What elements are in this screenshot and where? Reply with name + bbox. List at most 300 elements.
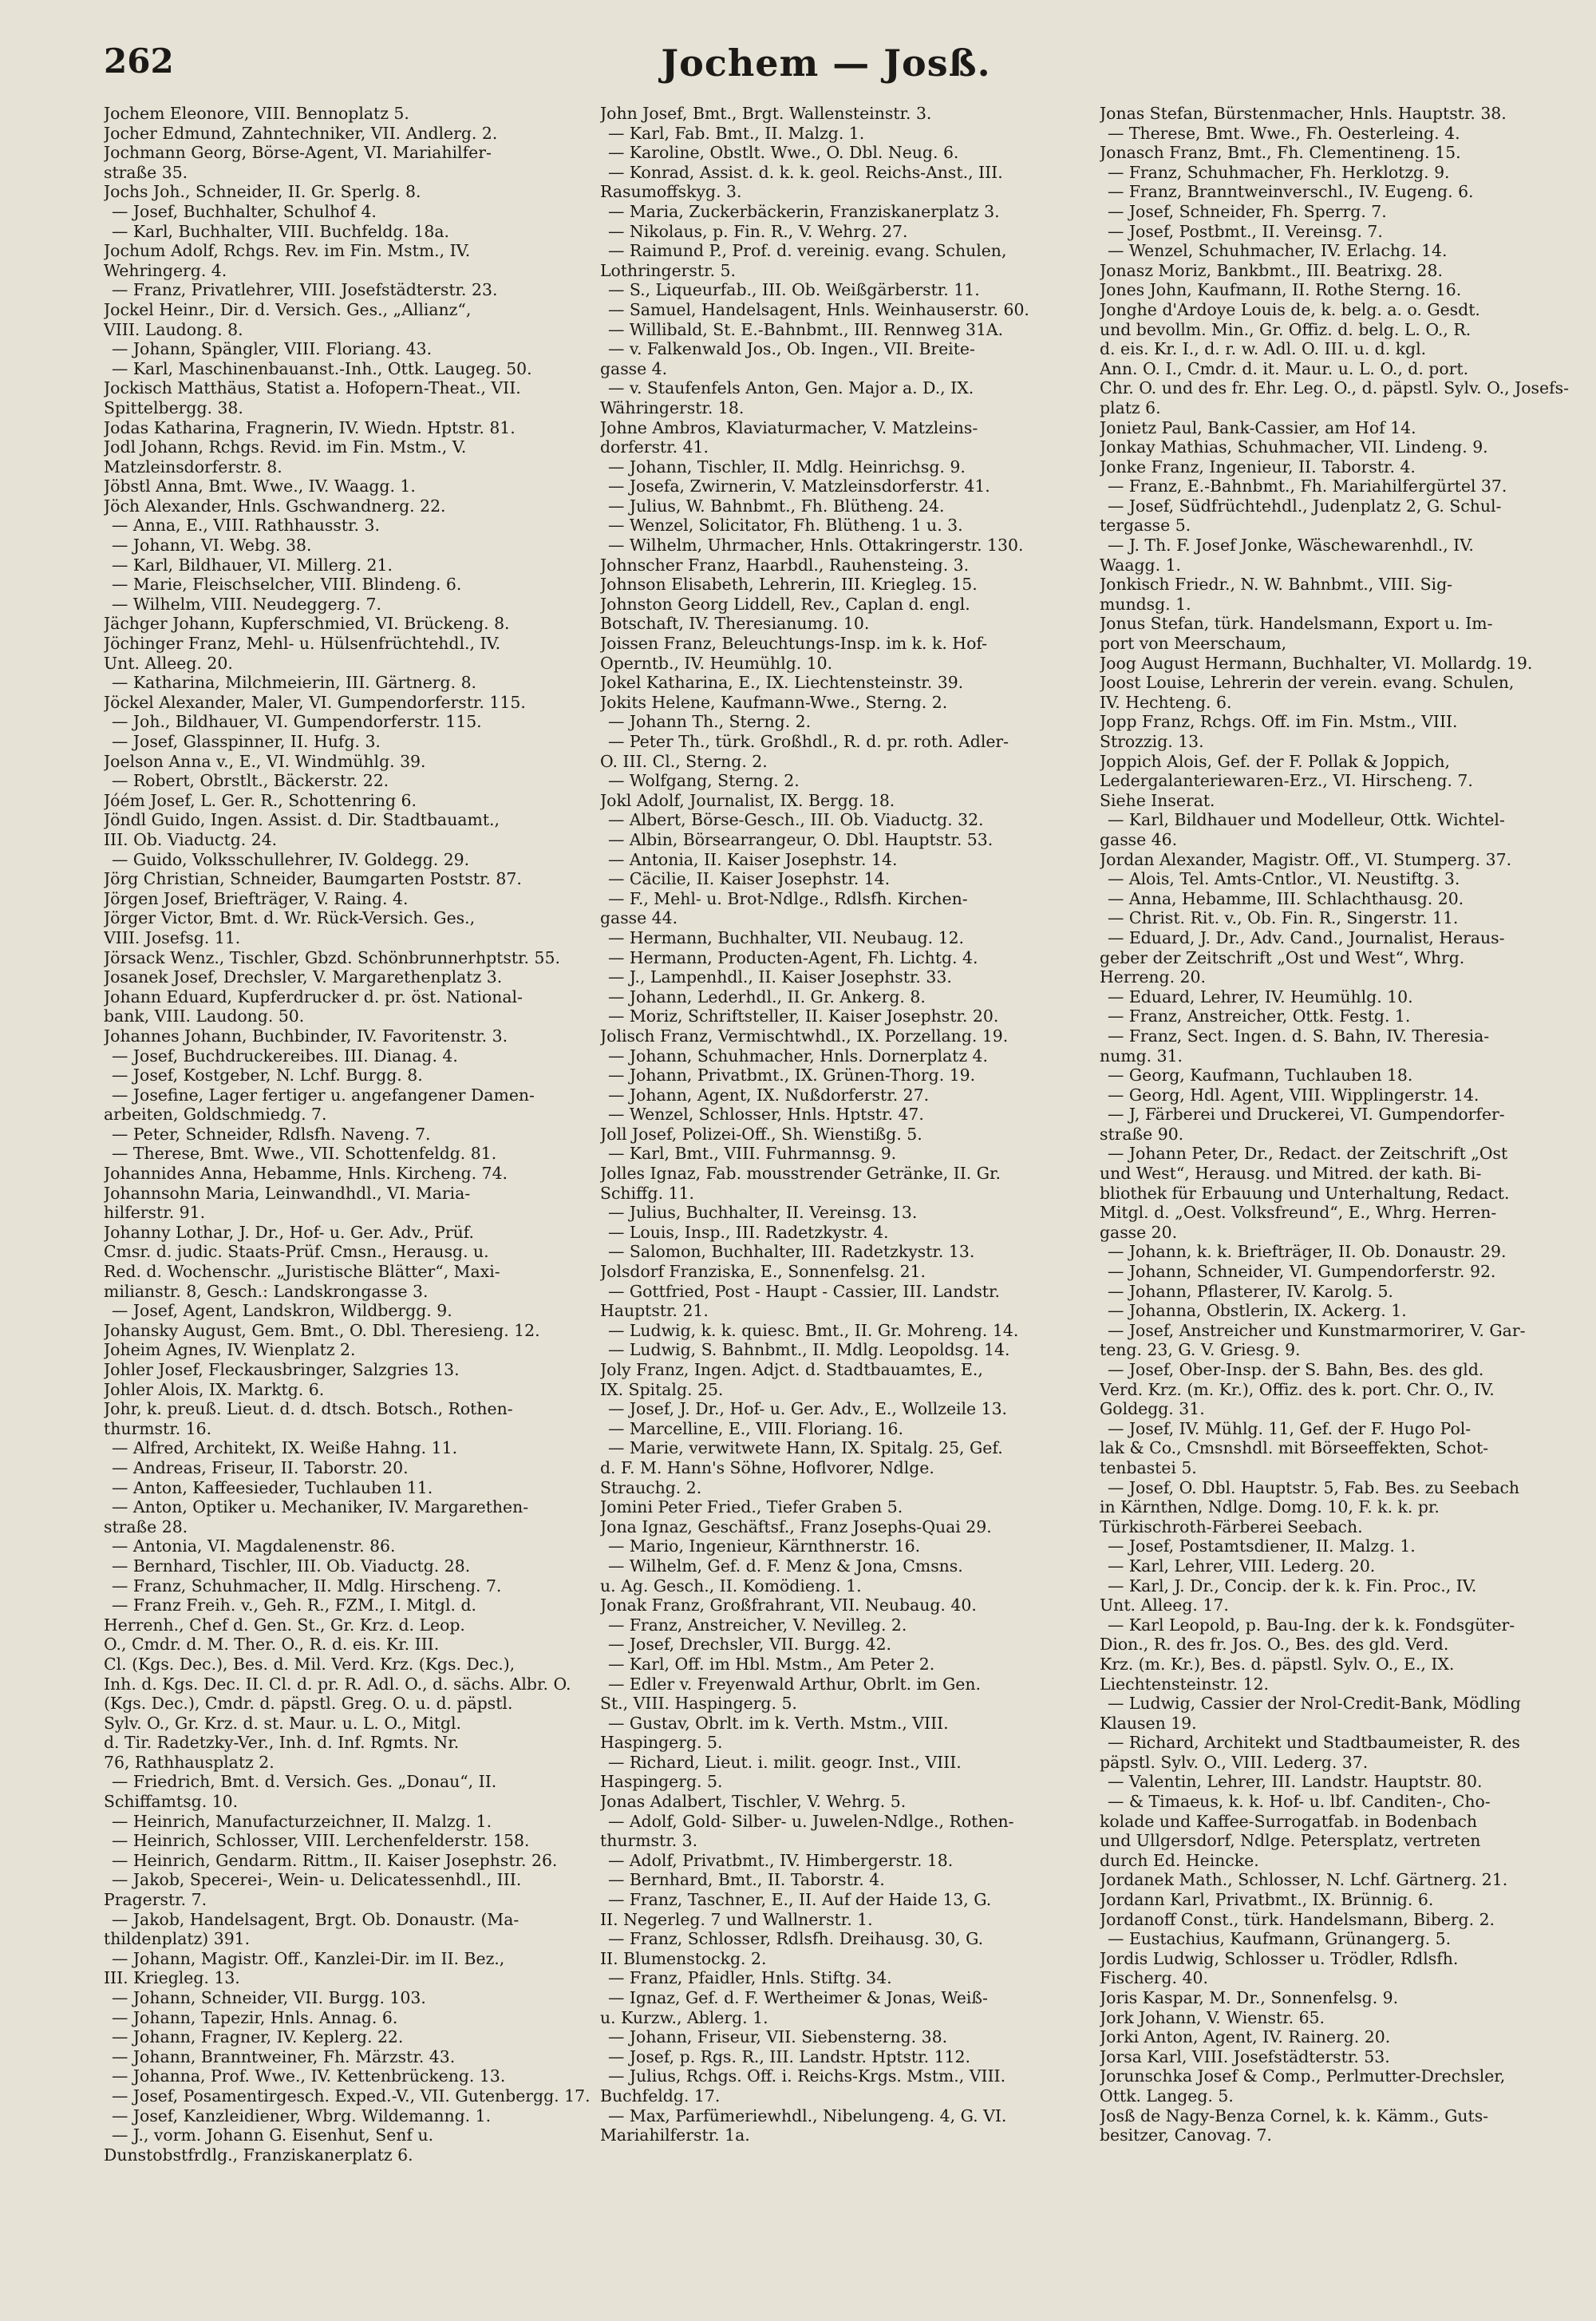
- directory-entry: Operntb., IV. Heumühlg. 10.: [600, 653, 833, 673]
- directory-entry: (Kgs. Dec.), Cmdr. d. päpstl. Greg. O. u. d. päpstl.: [104, 1694, 513, 1714]
- directory-entry: — Wilhelm, VIII. Neudeggerg. 7.: [112, 594, 381, 614]
- directory-entry: milianstr. 8, Gesch.: Landskrongasse 3.: [104, 1281, 429, 1301]
- directory-entry: u. Kurzw., Ablerg. 1.: [600, 2007, 768, 2027]
- directory-entry: Ann. O. I., Cmdr. d. it. Maur. u. L. O., d. port.: [1100, 358, 1469, 378]
- column-middle: [600, 104, 1088, 2299]
- directory-entry: Klausen 19.: [1100, 1713, 1197, 1733]
- directory-entry: — Bernhard, Tischler, III. Ob. Viaductg. 28.: [112, 1556, 471, 1576]
- directory-entry: — Johann, Schneider, VI. Gumpendorferstr. 92.: [1108, 1262, 1496, 1282]
- directory-entry: — Karl, Buchhalter, VIII. Buchfeldg. 18a.: [112, 221, 450, 241]
- directory-entry: — Heinrich, Schlosser, VIII. Lerchenfelderstr. 158.: [112, 1831, 530, 1851]
- directory-entry: Matzleinsdorferstr. 8.: [104, 457, 282, 476]
- directory-entry: — Moriz, Schriftsteller, II. Kaiser Josephstr. 20.: [608, 1006, 999, 1026]
- directory-entry: — Johann, Agent, IX. Nußdorferstr. 27.: [608, 1085, 930, 1105]
- directory-entry: — Adolf, Gold- Silber- u. Juwelen-Ndlge., Rothen-: [608, 1811, 1014, 1831]
- directory-entry: II. Negerleg. 7 und Wallnerstr. 1.: [600, 1909, 873, 1929]
- directory-entry: Liechtensteinstr. 12.: [1100, 1674, 1270, 1694]
- directory-entry: — Josef, p. Rgs. R., III. Landstr. Hptstr. 112.: [608, 2046, 970, 2066]
- directory-entry: — Josef, Schneider, Fh. Sperrg. 7.: [1108, 201, 1387, 221]
- directory-entry: VIII. Josefsg. 11.: [104, 927, 241, 947]
- directory-entry: platz 6.: [1100, 397, 1161, 417]
- directory-entry: hilferstr. 91.: [104, 1203, 206, 1223]
- directory-entry: — Franz, Schuhmacher, II. Mdlg. Hirscheng. 7.: [112, 1576, 502, 1595]
- directory-entry: Jorki Anton, Agent, IV. Rainerg. 20.: [1100, 2027, 1391, 2047]
- directory-entry: d. eis. Kr. I., d. r. w. Adl. O. III. u. d. kgl.: [1100, 339, 1427, 359]
- directory-entry: — Wenzel, Schuhmacher, IV. Erlachg. 14.: [1108, 241, 1448, 261]
- directory-entry: Mitgl. d. „Oest. Volksfreund“, E., Whrg. Herren-: [1100, 1203, 1497, 1223]
- directory-entry: — Gottfried, Post - Haupt - Cassier, III. Landstr.: [608, 1281, 1000, 1301]
- directory-entry: Jones John, Kaufmann, II. Rothe Sterng. 16.: [1100, 280, 1462, 300]
- directory-entry: numg. 31.: [1100, 1046, 1183, 1066]
- directory-entry: Jokel Katharina, E., IX. Liechtensteinstr. 39.: [600, 673, 964, 693]
- directory-entry: Jokl Adolf, Journalist, IX. Bergg. 18.: [600, 790, 895, 810]
- directory-entry: — Hermann, Producten-Agent, Fh. Lichtg. 4.: [608, 947, 978, 967]
- directory-entry: — v. Falkenwald Jos., Ob. Ingen., VII. Breite-: [608, 339, 975, 359]
- directory-entry: — Andreas, Friseur, II. Taborstr. 20.: [112, 1457, 409, 1477]
- directory-entry: — Wilhelm, Gef. d. F. Menz & Jona, Cmsns.: [608, 1556, 963, 1576]
- directory-entry: — Karl, Bmt., VIII. Fuhrmannsg. 9.: [608, 1144, 897, 1164]
- directory-entry: — Johann, Spängler, VIII. Floriang. 43.: [112, 339, 433, 359]
- directory-entry: — Josef, Buchdruckereibes. III. Dianag. 4.: [112, 1046, 458, 1066]
- directory-entry: — Anna, Hebamme, III. Schlachthausg. 20.: [1108, 888, 1464, 908]
- directory-entry: Pragerstr. 7.: [104, 1890, 207, 1910]
- directory-entry: St., VIII. Haspingerg. 5.: [600, 1694, 797, 1714]
- directory-entry: Jörgen Josef, Briefträger, V. Raing. 4.: [104, 888, 409, 908]
- directory-entry: — Louis, Insp., III. Radetzkystr. 4.: [608, 1222, 889, 1242]
- directory-entry: u. Ag. Gesch., II. Komödieng. 1.: [600, 1576, 862, 1595]
- directory-entry: Josß de Nagy-Benza Cornel, k. k. Kämm., Guts-: [1100, 2106, 1489, 2125]
- directory-entry: Wehringerg. 4.: [104, 260, 227, 280]
- directory-entry: und bevollm. Min., Gr. Offiz. d. belg. L. O., R.: [1100, 319, 1472, 339]
- directory-entry: Jona Ignaz, Geschäftsf., Franz Josephs-Quai 29.: [600, 1516, 992, 1536]
- directory-entry: — Eduard, J. Dr., Adv. Cand., Journalist, Heraus-: [1108, 927, 1505, 947]
- directory-entry: — Mario, Ingenieur, Kärnthnerstr. 16.: [608, 1536, 921, 1556]
- directory-entry: Jóém Josef, L. Ger. R., Schottenring 6.: [104, 790, 417, 810]
- directory-entry: Jomini Peter Fried., Tiefer Graben 5.: [600, 1497, 903, 1517]
- directory-entry: — Johann, Friseur, VII. Siebensterng. 38.: [608, 2027, 948, 2047]
- directory-entry: — Franz, Anstreicher, V. Nevilleg. 2.: [608, 1615, 907, 1635]
- directory-entry: Mariahilferstr. 1a.: [600, 2125, 750, 2145]
- directory-entry: — Johann, Tischler, II. Mdlg. Heinrichsg. 9.: [608, 457, 966, 476]
- column-left: [104, 104, 592, 2299]
- directory-entry: — Julius, Buchhalter, II. Vereinsg. 13.: [608, 1203, 918, 1223]
- directory-entry: — Franz, E.-Bahnbmt., Fh. Mariahilfergürtel 37.: [1108, 476, 1507, 496]
- directory-entry: Waagg. 1.: [1100, 555, 1182, 575]
- directory-entry: — Peter, Schneider, Rdlsfh. Naveng. 7.: [112, 1124, 431, 1144]
- directory-entry: — Antonia, VI. Magdalenenstr. 86.: [112, 1536, 396, 1556]
- directory-entry: — Marcelline, E., VIII. Floriang. 16.: [608, 1418, 903, 1438]
- directory-entry: — Josef, IV. Mühlg. 11, Gef. der F. Hugo Pol-: [1108, 1418, 1472, 1438]
- directory-entry: Joris Kaspar, M. Dr., Sonnenfelsg. 9.: [1100, 1988, 1399, 2007]
- directory-entry: durch Ed. Heincke.: [1100, 1850, 1259, 1870]
- directory-entry: — Albert, Börse-Gesch., III. Ob. Viaductg. 32.: [608, 810, 984, 830]
- directory-entry: — Therese, Bmt. Wwe., VII. Schottenfeldg. 81.: [112, 1144, 497, 1164]
- directory-entry: — Ludwig, k. k. quiesc. Bmt., II. Gr. Mohreng. 14.: [608, 1320, 1019, 1340]
- directory-entry: Ledergalanteriewaren-Erz., VI. Hirscheng. 7.: [1100, 771, 1473, 791]
- directory-entry: Unt. Alleeg. 17.: [1100, 1595, 1229, 1615]
- directory-entry: Unt. Alleeg. 20.: [104, 653, 233, 673]
- directory-entry: Joog August Hermann, Buchhalter, VI. Mollardg. 19.: [1100, 653, 1533, 673]
- directory-entry: Jordanoff Const., türk. Handelsmann, Biberg. 2.: [1100, 1909, 1495, 1929]
- directory-entry: — Heinrich, Manufacturzeichner, II. Malzg. 1.: [112, 1811, 492, 1831]
- directory-entry: Dion., R. des fr. Jos. O., Bes. des gld. Verd.: [1100, 1635, 1449, 1655]
- directory-entry: — Franz, Pfaidler, Hnls. Stiftg. 34.: [608, 1968, 892, 1988]
- directory-entry: — Karl, Bildhauer und Modelleur, Ottk. Wichtel-: [1108, 810, 1505, 830]
- directory-entry: — Karl, Fab. Bmt., II. Malzg. 1.: [608, 123, 865, 143]
- directory-entry: — Josef, Kanzleidiener, Wbrg. Wildemanng. 1.: [112, 2106, 492, 2125]
- directory-entry: Jolisch Franz, Vermischtwhdl., IX. Porzellang. 19.: [600, 1026, 1009, 1046]
- directory-entry: — Josefa, Zwirnerin, V. Matzleinsdorferstr. 41.: [608, 476, 990, 496]
- directory-entry: Jolles Ignaz, Fab. mousstrender Getränke, II. Gr.: [600, 1164, 1001, 1184]
- directory-entry: — Konrad, Assist. d. k. k. geol. Reichs-Anst., III.: [608, 162, 1003, 182]
- directory-entry: — Josef, Buchhalter, Schulhof 4.: [112, 201, 377, 221]
- directory-entry: Hauptstr. 21.: [600, 1301, 709, 1321]
- directory-entry: Johansky August, Gem. Bmt., O. Dbl. Theresieng. 12.: [104, 1320, 540, 1340]
- directory-entry: — Maria, Zuckerbäckerin, Franziskanerplatz 3.: [608, 201, 1000, 221]
- directory-entry: Joissen Franz, Beleuchtungs-Insp. im k. k. Hof-: [600, 634, 988, 654]
- directory-entry: Jochs Joh., Schneider, II. Gr. Sperlg. 8.: [104, 182, 421, 202]
- directory-entry: — Christ. Rit. v., Ob. Fin. R., Singerstr. 11.: [1108, 908, 1459, 928]
- directory-entry: — Josef, Posamentirgesch. Exped.-V., VII. Gutenbergg. 17.: [112, 2086, 591, 2106]
- directory-entry: tenbastei 5.: [1100, 1457, 1197, 1477]
- directory-entry: Jörsack Wenz., Tischler, Gbzd. Schönbrunnerhptstr. 55.: [104, 947, 560, 967]
- directory-entry: — Johann, Branntweiner, Fh. Märzstr. 43.: [112, 2046, 456, 2066]
- directory-entry: Krz. (m. Kr.), Bes. d. päpstl. Sylv. O., E., IX.: [1100, 1654, 1455, 1674]
- directory-entry: Jörg Christian, Schneider, Baumgarten Poststr. 87.: [104, 869, 522, 889]
- directory-entry: Jordanek Math., Schlosser, N. Lchf. Gärtnerg. 21.: [1100, 1870, 1508, 1890]
- directory-entry: thurmstr. 3.: [600, 1831, 698, 1851]
- directory-entry: Botschaft, IV. Theresianumg. 10.: [600, 614, 870, 634]
- directory-entry: Siehe Inserat.: [1100, 790, 1215, 810]
- directory-entry: — Edler v. Freyenwald Arthur, Obrlt. im Gen.: [608, 1674, 981, 1694]
- directory-entry: — Ignaz, Gef. d. F. Wertheimer & Jonas, Weiß-: [608, 1988, 988, 2007]
- directory-entry: — Johann, Schneider, VII. Burgg. 103.: [112, 1988, 426, 2007]
- directory-entry: bliothek für Erbauung und Unterhaltung, Redact.: [1100, 1183, 1510, 1203]
- directory-entry: Jockel Heinr., Dir. d. Versich. Ges., „Allianz“,: [104, 299, 472, 319]
- directory-entry: päpstl. Sylv. O., VIII. Lederg. 37.: [1100, 1752, 1369, 1772]
- directory-entry: Strauchg. 2.: [600, 1477, 702, 1497]
- directory-entry: gasse 20.: [1100, 1222, 1178, 1242]
- directory-entry: — Adolf, Privatbmt., IV. Himbergerstr. 18.: [608, 1850, 954, 1870]
- directory-entry: kolade und Kaffee-Surrogatfab. in Bodenbach: [1100, 1811, 1478, 1831]
- directory-entry: Inh. d. Kgs. Dec. II. Cl. d. pr. R. Adl. O., d. sächs. Albr. O.: [104, 1674, 571, 1694]
- directory-entry: — Alois, Tel. Amts-Cntlor., VI. Neustiftg. 3.: [1108, 869, 1460, 889]
- directory-entry: dorferstr. 41.: [600, 437, 709, 457]
- directory-entry: Schiffamtsg. 10.: [104, 1792, 239, 1812]
- directory-entry: Chr. O. und des fr. Ehr. Leg. O., d. päpstl. Sylv. O., Josefs-: [1100, 378, 1569, 398]
- directory-entry: III. Ob. Viaductg. 24.: [104, 829, 278, 849]
- directory-entry: — Franz, Anstreicher, Ottk. Festg. 1.: [1108, 1006, 1411, 1026]
- directory-entry: gasse 4.: [600, 358, 668, 378]
- directory-entry: — Johann, Tapezir, Hnls. Annag. 6.: [112, 2007, 398, 2027]
- directory-entry: — Joh., Bildhauer, VI. Gumpendorferstr. 115.: [112, 712, 482, 732]
- directory-entry: — Friedrich, Bmt. d. Versich. Ges. „Donau“, II.: [112, 1772, 497, 1792]
- directory-entry: Jonak Franz, Großfrahrant, VII. Neubaug. 40.: [600, 1595, 977, 1615]
- directory-entry: II. Blumenstockg. 2.: [600, 1948, 767, 1968]
- directory-entry: — J. Th. F. Josef Jonke, Wäschewarenhdl., IV.: [1108, 536, 1474, 556]
- directory-entry: Joll Josef, Polizei-Off., Sh. Wienstißg. 5.: [600, 1124, 922, 1144]
- directory-entry: Buchfeldg. 17.: [600, 2086, 721, 2106]
- directory-entry: Johann Eduard, Kupferdrucker d. pr. öst. National-: [104, 987, 523, 1006]
- directory-entry: — Franz Freih. v., Geh. R., FZM., I. Mitgl. d.: [112, 1595, 476, 1615]
- page-header: [104, 42, 1548, 105]
- directory-entry: — Albin, Börsearrangeur, O. Dbl. Hauptstr. 53.: [608, 829, 994, 849]
- directory-entry: port von Meerschaum,: [1100, 634, 1287, 654]
- directory-entry: — Wilhelm, Uhrmacher, Hnls. Ottakringerstr. 130.: [608, 536, 1024, 556]
- directory-entry: Josanek Josef, Drechsler, V. Margarethenplatz 3.: [104, 967, 503, 987]
- directory-entry: Strozzig. 13.: [1100, 732, 1204, 751]
- directory-entry: — Anton, Kaffeesieder, Tuchlauben 11.: [112, 1477, 433, 1497]
- directory-entry: Dunstobstfrdlg., Franziskanerplatz 6.: [104, 2145, 413, 2165]
- directory-entry: straße 90.: [1100, 1124, 1184, 1144]
- directory-entry: Jockisch Matthäus, Statist a. Hofopern-Theat., VII.: [104, 378, 521, 398]
- directory-entry: — Josef, Anstreicher und Kunstmarmorirer, V. Gar-: [1108, 1320, 1526, 1340]
- directory-entry: — Julius, Rchgs. Off. i. Reichs-Krgs. Mstm., VIII.: [608, 2066, 1006, 2086]
- directory-entry: — Anna, E., VIII. Rathhausstr. 3.: [112, 516, 380, 536]
- directory-entry: — Jakob, Handelsagent, Brgt. Ob. Donaustr. (Ma-: [112, 1909, 519, 1929]
- directory-entry: — Nikolaus, p. Fin. R., V. Wehrg. 27.: [608, 221, 908, 241]
- directory-entry: Ottk. Langeg. 5.: [1100, 2086, 1234, 2106]
- directory-entry: Jächger Johann, Kupferschmied, VI. Brückeng. 8.: [104, 614, 510, 634]
- directory-entry: Joppich Alois, Gef. der F. Pollak & Joppich,: [1100, 751, 1450, 771]
- directory-entry: Jolsdorf Franziska, E., Sonnenfelsg. 21.: [600, 1262, 926, 1282]
- directory-entry: — Georg, Hdl. Agent, VIII. Wipplingerstr. 14.: [1108, 1085, 1479, 1105]
- directory-entry: — Johann, Magistr. Off., Kanzlei-Dir. im II. Bez.,: [112, 1948, 505, 1968]
- directory-entry: Türkischroth-Färberei Seebach.: [1100, 1516, 1363, 1536]
- directory-entry: Jonghe d'Ardoye Louis de, k. belg. a. o. Gesdt.: [1100, 299, 1480, 319]
- directory-entry: Goldegg. 31.: [1100, 1399, 1205, 1419]
- directory-entry: Johne Ambros, Klaviaturmacher, V. Matzleins-: [600, 417, 978, 437]
- directory-entry: Jonas Stefan, Bürstenmacher, Hnls. Hauptstr. 38.: [1100, 104, 1507, 123]
- directory-entry: — J., Lampenhdl., II. Kaiser Josephstr. 33.: [608, 967, 952, 987]
- directory-entry: Johler Josef, Fleckausbringer, Salzgries 13.: [104, 1360, 460, 1379]
- directory-entry: — Valentin, Lehrer, III. Landstr. Hauptstr. 80.: [1108, 1772, 1483, 1792]
- directory-entry: — & Timaeus, k. k. Hof- u. lbf. Canditen-, Cho-: [1108, 1792, 1491, 1812]
- directory-entry: — Johann Peter, Dr., Redact. der Zeitschrift „Ost: [1108, 1144, 1508, 1164]
- directory-entry: — Karoline, Obstlt. Wwe., O. Dbl. Neug. 6.: [608, 143, 959, 163]
- directory-entry: — Heinrich, Gendarm. Rittm., II. Kaiser Josephstr. 26.: [112, 1850, 558, 1870]
- directory-entry: Jokits Helene, Kaufmann-Wwe., Sterng. 2.: [600, 692, 948, 712]
- directory-entry: — Ludwig, Cassier der Nrol-Credit-Bank, Mödling: [1108, 1694, 1521, 1714]
- directory-entry: — Johann Th., Sterng. 2.: [608, 712, 812, 732]
- directory-entry: Jöchinger Franz, Mehl- u. Hülsenfrüchtehdl., IV.: [104, 634, 501, 654]
- directory-entry: straße 28.: [104, 1516, 188, 1536]
- directory-entry: Herreng. 20.: [1100, 967, 1206, 987]
- directory-entry: — Max, Parfümeriewhdl., Nibelungeng. 4, G. VI.: [608, 2106, 1007, 2125]
- directory-entry: — Josef, Agent, Landskron, Wildbergg. 9.: [112, 1301, 452, 1321]
- directory-entry: — Josef, Glasspinner, II. Hufg. 3.: [112, 732, 381, 751]
- directory-entry: Jonke Franz, Ingenieur, II. Taborstr. 4.: [1100, 457, 1416, 476]
- directory-entry: Jordis Ludwig, Schlosser u. Trödler, Rdlsfh.: [1100, 1948, 1459, 1968]
- column-right: [1100, 104, 1588, 2299]
- directory-entry: — Salomon, Buchhalter, III. Radetzkystr. 13.: [608, 1242, 975, 1262]
- directory-entry: arbeiten, Goldschmiedg. 7.: [104, 1105, 327, 1125]
- directory-entry: in Kärnthen, Ndlge. Domg. 10, F. k. k. pr.: [1100, 1497, 1440, 1517]
- directory-entry: O., Cmdr. d. M. Ther. O., R. d. eis. Kr. III.: [104, 1635, 440, 1655]
- directory-entry: — Robert, Obrstlt., Bäckerstr. 22.: [112, 771, 389, 791]
- directory-entry: — Josef, Postbmt., II. Vereinsg. 7.: [1108, 221, 1383, 241]
- directory-entry: Joly Franz, Ingen. Adjct. d. Stadtbauamtes, E.,: [600, 1360, 983, 1379]
- directory-entry: Lothringerstr. 5.: [600, 260, 736, 280]
- directory-entry: Jöbstl Anna, Bmt. Wwe., IV. Waagg. 1.: [104, 476, 416, 496]
- directory-entry: — Raimund P., Prof. d. vereinig. evang. Schulen,: [608, 241, 1007, 261]
- directory-entry: Schiffg. 11.: [600, 1183, 694, 1203]
- directory-entry: — Johanna, Obstlerin, IX. Ackerg. 1.: [1108, 1301, 1407, 1321]
- directory-entry: Jorunschka Josef & Comp., Perlmutter-Drechsler,: [1100, 2066, 1506, 2086]
- directory-entry: — Karl, Off. im Hbl. Mstm., Am Peter 2.: [608, 1654, 935, 1674]
- directory-entry: Joost Louise, Lehrerin der verein. evang. Schulen,: [1100, 673, 1515, 693]
- directory-entry: — Josef, Kostgeber, N. Lchf. Burgg. 8.: [112, 1066, 423, 1085]
- directory-entry: — J, Färberei und Druckerei, VI. Gumpendorfer-: [1108, 1105, 1505, 1125]
- directory-entry: — Eduard, Lehrer, IV. Heumühlg. 10.: [1108, 987, 1413, 1006]
- directory-entry: straße 35.: [104, 162, 188, 182]
- directory-entry: mundsg. 1.: [1100, 594, 1191, 614]
- directory-entry: Jöch Alexander, Hnls. Gschwandnerg. 22.: [104, 496, 446, 516]
- page-number: 262: [104, 42, 174, 81]
- directory-entry: Jonkisch Friedr., N. W. Bahnbmt., VIII. Sig-: [1100, 575, 1453, 595]
- directory-entry: lak & Co., Cmsnshdl. mit Börseeffekten, Schot-: [1100, 1438, 1489, 1458]
- directory-entry: Jonietz Paul, Bank-Cassier, am Hof 14.: [1100, 417, 1416, 437]
- directory-entry: d. F. M. Hann's Söhne, Hoflvorer, Ndlge.: [600, 1457, 934, 1477]
- directory-entry: III. Kriegleg. 13.: [104, 1968, 240, 1988]
- directory-entry: — Josef, Drechsler, VII. Burgg. 42.: [608, 1635, 892, 1655]
- directory-entry: — Julius, W. Bahnbmt., Fh. Blütheng. 24.: [608, 496, 945, 516]
- directory-entry: — Johann, Schuhmacher, Hnls. Dornerplatz 4.: [608, 1046, 988, 1066]
- directory-entry: — Bernhard, Bmt., II. Taborstr. 4.: [608, 1870, 885, 1890]
- directory-entry: — Peter Th., türk. Großhdl., R. d. pr. roth. Adler-: [608, 732, 1009, 751]
- directory-entry: besitzer, Canovag. 7.: [1100, 2125, 1272, 2145]
- directory-entry: Herrenh., Chef d. Gen. St., Gr. Krz. d. Leop.: [104, 1615, 465, 1635]
- directory-entry: Jöndl Guido, Ingen. Assist. d. Dir. Stadtbauamt.,: [104, 810, 500, 830]
- directory-entry: — S., Liqueurfab., III. Ob. Weißgärberstr. 11.: [608, 280, 980, 300]
- directory-entry: Jochmann Georg, Börse-Agent, VI. Mariahilfer-: [104, 143, 492, 163]
- running-head: Jochem — Josß.: [661, 42, 991, 85]
- directory-entry: Jonasz Moriz, Bankbmt., III. Beatrixg. 28.: [1100, 260, 1443, 280]
- directory-entry: — Wenzel, Schlosser, Hnls. Hptstr. 47.: [608, 1105, 924, 1125]
- directory-entry: Jodl Johann, Rchgs. Revid. im Fin. Mstm., V.: [104, 437, 467, 457]
- directory-entry: Jörger Victor, Bmt. d. Wr. Rück-Versich. Ges.,: [104, 908, 476, 928]
- directory-entry: Johanny Lothar, J. Dr., Hof- u. Ger. Adv., Prüf.: [104, 1222, 475, 1242]
- directory-entry: O. III. Cl., Sterng. 2.: [600, 751, 768, 771]
- directory-entry: — Franz, Schuhmacher, Fh. Herklotzg. 9.: [1108, 162, 1450, 182]
- directory-entry: — Guido, Volksschullehrer, IV. Goldegg. 29.: [112, 849, 470, 869]
- directory-entry: — Josefine, Lager fertiger u. angefangener Damen-: [112, 1085, 535, 1105]
- directory-entry: — Georg, Kaufmann, Tuchlauben 18.: [1108, 1066, 1413, 1085]
- directory-entry: — Josef, J. Dr., Hof- u. Ger. Adv., E., Wollzeile 13.: [608, 1399, 1008, 1419]
- directory-entry: — Franz, Branntweinverschl., IV. Eugeng. 6.: [1108, 182, 1474, 202]
- directory-entry: — Josef, Postamtsdiener, II. Malzg. 1.: [1108, 1536, 1416, 1556]
- directory-entry: — Marie, verwitwete Hann, IX. Spitalg. 25, Gef.: [608, 1438, 1003, 1458]
- directory-entry: — Richard, Lieut. i. milit. geogr. Inst., VIII.: [608, 1752, 962, 1772]
- directory-entry: Johr, k. preuß. Lieut. d. d. dtsch. Botsch., Rothen-: [104, 1399, 513, 1419]
- directory-entry: — Richard, Architekt und Stadtbaumeister, R. des: [1108, 1733, 1520, 1753]
- directory-entry: Joheim Agnes, IV. Wienplatz 2.: [104, 1340, 356, 1360]
- directory-entry: Rasumoffskyg. 3.: [600, 182, 742, 202]
- directory-entry: — Johanna, Prof. Wwe., IV. Kettenbrückeng. 13.: [112, 2066, 506, 2086]
- directory-entry: — Johann, Lederhdl., II. Gr. Ankerg. 8.: [608, 987, 926, 1006]
- directory-entry: — Johann, Pflasterer, IV. Karolg. 5.: [1108, 1281, 1393, 1301]
- directory-entry: Johannides Anna, Hebamme, Hnls. Kircheng. 74.: [104, 1164, 508, 1184]
- directory-entry: Joelson Anna v., E., VI. Windmühlg. 39.: [104, 751, 426, 771]
- directory-entry: Sylv. O., Gr. Krz. d. st. Maur. u. L. O., Mitgl.: [104, 1713, 461, 1733]
- directory-entry: 76, Rathhausplatz 2.: [104, 1752, 275, 1772]
- directory-entry: — J., vorm. Johann G. Eisenhut, Senf u.: [112, 2125, 434, 2145]
- directory-entry: — F., Mehl- u. Brot-Ndlge., Rdlsfh. Kirchen-: [608, 888, 968, 908]
- directory-entry: — Karl, Lehrer, VIII. Lederg. 20.: [1108, 1556, 1376, 1576]
- directory-entry: Jorsa Karl, VIII. Josefstädterstr. 53.: [1100, 2046, 1390, 2066]
- directory-entry: — Samuel, Handelsagent, Hnls. Weinhauserstr. 60.: [608, 299, 1029, 319]
- directory-entry: — Marie, Fleischselcher, VIII. Blindeng. 6.: [112, 575, 462, 595]
- directory-entry: Währingerstr. 18.: [600, 397, 745, 417]
- directory-entry: — Gustav, Obrlt. im k. Verth. Mstm., VIII.: [608, 1713, 949, 1733]
- directory-entry: Jopp Franz, Rchgs. Off. im Fin. Mstm., VIII.: [1100, 712, 1458, 732]
- directory-entry: — Karl, J. Dr., Concip. der k. k. Fin. Proc., IV.: [1108, 1576, 1477, 1595]
- directory-entry: Johler Alois, IX. Marktg. 6.: [104, 1379, 325, 1399]
- directory-entry: — Cäcilie, II. Kaiser Josephstr. 14.: [608, 869, 891, 889]
- directory-entry: Jonkay Mathias, Schuhmacher, VII. Lindeng. 9.: [1100, 437, 1488, 457]
- directory-entry: teng. 23, G. V. Griesg. 9.: [1100, 1340, 1301, 1360]
- directory-entry: — v. Staufenfels Anton, Gen. Major a. D., IX.: [608, 378, 974, 398]
- directory-entry: — Karl Leopold, p. Bau-Ing. der k. k. Fondsgüter-: [1108, 1615, 1515, 1635]
- directory-entry: Jordan Alexander, Magistr. Off., VI. Stumperg. 37.: [1100, 849, 1512, 869]
- directory-entry: Jocher Edmund, Zahntechniker, VII. Andlerg. 2.: [104, 123, 498, 143]
- directory-entry: — Willibald, St. E.-Bahnbmt., III. Rennweg 31A.: [608, 319, 1004, 339]
- directory-entry: Haspingerg. 5.: [600, 1733, 723, 1753]
- directory-entry: — Katharina, Milchmeierin, III. Gärtnerg. 8.: [112, 673, 477, 693]
- directory-entry: — Wolfgang, Sterng. 2.: [608, 771, 800, 791]
- directory-entry: — Josef, Südfrüchtehdl., Judenplatz 2, G. Schul-: [1108, 496, 1502, 516]
- directory-entry: Johnson Elisabeth, Lehrerin, III. Kriegleg. 15.: [600, 575, 978, 595]
- directory-entry: — Jakob, Specerei-, Wein- u. Delicatessenhdl., III.: [112, 1870, 522, 1890]
- directory-entry: — Johann, Fragner, IV. Keplerg. 22.: [112, 2027, 404, 2047]
- directory-entry: — Wenzel, Solicitator, Fh. Blütheng. 1 u. 3.: [608, 516, 963, 536]
- directory-entry: Spittelbergg. 38.: [104, 397, 243, 417]
- directory-entry: — Hermann, Buchhalter, VII. Neubaug. 12.: [608, 927, 965, 947]
- directory-entry: — Franz, Sect. Ingen. d. S. Bahn, IV. Theresia-: [1108, 1026, 1490, 1046]
- directory-entry: John Josef, Bmt., Brgt. Wallensteinstr. 3.: [600, 104, 932, 123]
- directory-entry: Jordann Karl, Privatbmt., IX. Brünnig. 6.: [1100, 1890, 1434, 1910]
- directory-entry: Johannsohn Maria, Leinwandhdl., VI. Maria-: [104, 1183, 471, 1203]
- directory-entry: Jonasch Franz, Bmt., Fh. Clementineng. 15.: [1100, 143, 1461, 163]
- directory-entry: — Josef, O. Dbl. Hauptstr. 5, Fab. Bes. zu Seebach: [1108, 1477, 1520, 1497]
- directory-entry: — Therese, Bmt. Wwe., Fh. Oesterleing. 4.: [1108, 123, 1460, 143]
- directory-entry: — Johann, VI. Webg. 38.: [112, 536, 312, 556]
- directory-entry: — Josef, Ober-Insp. der S. Bahn, Bes. des gld.: [1108, 1360, 1484, 1379]
- directory-entry: Jork Johann, V. Wienstr. 65.: [1100, 2007, 1325, 2027]
- directory-entry: bank, VIII. Laudong. 50.: [104, 1006, 305, 1026]
- directory-entry: Jodas Katharina, Fragnerin, IV. Wiedn. Hptstr. 81.: [104, 417, 516, 437]
- directory-entry: IV. Hechteng. 6.: [1100, 692, 1232, 712]
- directory-entry: Jonas Adalbert, Tischler, V. Wehrg. 5.: [600, 1792, 907, 1812]
- directory-entry: gasse 44.: [600, 908, 678, 928]
- directory-entry: Jochem Eleonore, VIII. Bennoplatz 5.: [104, 104, 409, 123]
- directory-entry: — Franz, Privatlehrer, VIII. Josefstädterstr. 23.: [112, 280, 498, 300]
- directory-entry: Jonus Stefan, türk. Handelsmann, Export u. Im-: [1100, 614, 1493, 634]
- directory-entry: Jöckel Alexander, Maler, VI. Gumpendorferstr. 115.: [104, 692, 526, 712]
- directory-entry: gasse 46.: [1100, 829, 1178, 849]
- directory-entry: Fischerg. 40.: [1100, 1968, 1208, 1988]
- directory-entry: Jochum Adolf, Rchgs. Rev. im Fin. Mstm., IV.: [104, 241, 471, 261]
- directory-entry: und Ullgersdorf, Ndlge. Petersplatz, vertreten: [1100, 1831, 1481, 1851]
- directory-entry: — Franz, Schlosser, Rdlsfh. Dreihausg. 30, G.: [608, 1929, 984, 1949]
- directory-entry: — Alfred, Architekt, IX. Weiße Hahng. 11.: [112, 1438, 458, 1458]
- directory-entry: Cmsr. d. judic. Staats-Prüf. Cmsn., Herausg. u.: [104, 1242, 489, 1262]
- directory-entry: Johannes Johann, Buchbinder, IV. Favoritenstr. 3.: [104, 1026, 508, 1046]
- directory-entry: IX. Spitalg. 25.: [600, 1379, 724, 1399]
- directory-entry: Haspingerg. 5.: [600, 1772, 723, 1792]
- directory-entry: Red. d. Wochenschr. „Juristische Blätter“, Maxi-: [104, 1262, 500, 1282]
- directory-entry: — Ludwig, S. Bahnbmt., II. Mdlg. Leopoldsg. 14.: [608, 1340, 1010, 1360]
